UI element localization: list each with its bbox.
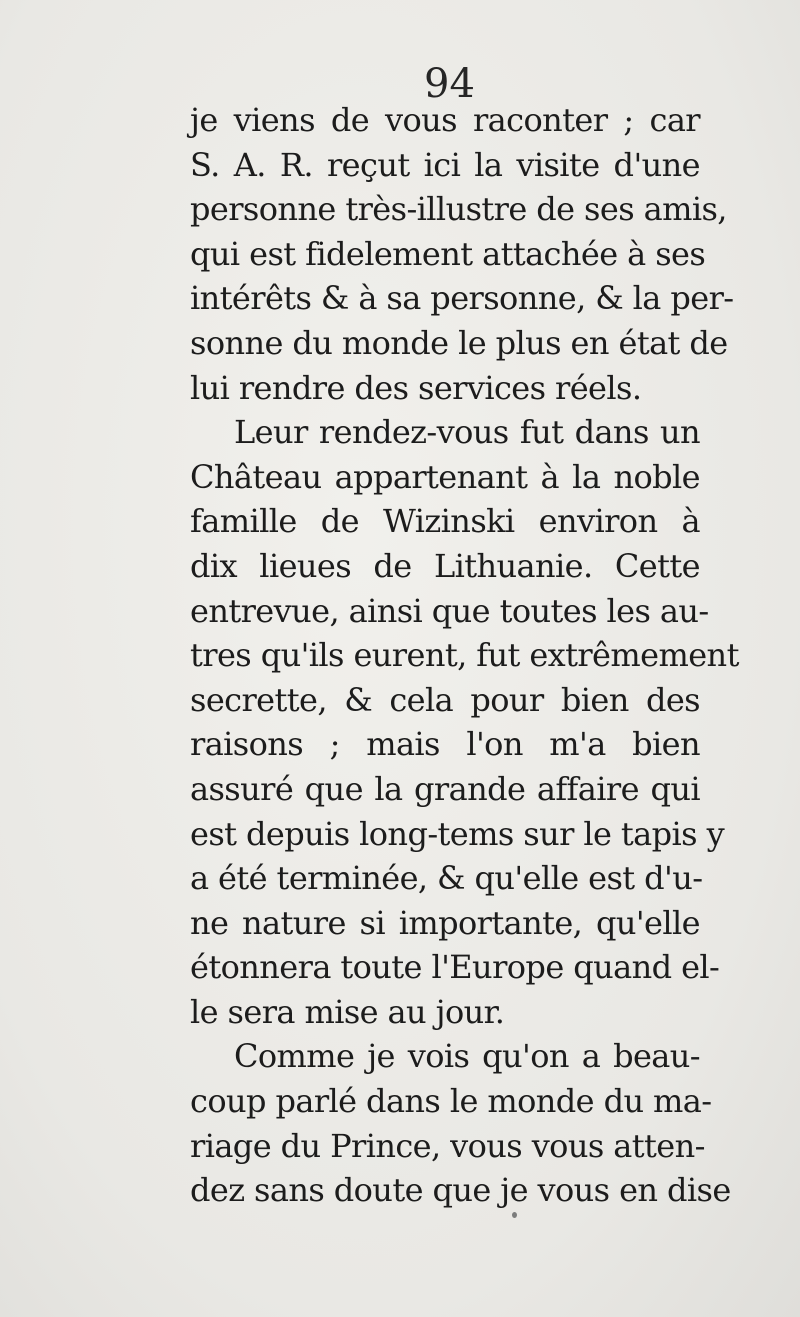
text-line: sonne du monde le plus en état de — [190, 323, 728, 362]
text-line: intérêts & à sa personne, & la per- — [190, 279, 734, 318]
text-line: assuré que la grande affaire qui — [190, 769, 700, 808]
text-line: riage du Prince, vous vous atten- — [190, 1126, 705, 1165]
text-line: le sera mise au jour. — [190, 992, 505, 1031]
text-line: famille de Wizinski environ à — [190, 502, 700, 541]
text-line: tres qu'ils eurent, fut extrêmement — [190, 636, 739, 675]
text-line: Château appartenant à la noble — [190, 457, 700, 496]
paper-speck — [512, 1212, 517, 1218]
text-line: Comme je vois qu'on a beau- — [234, 1037, 700, 1076]
page-number: 94 — [424, 61, 475, 107]
text-line: coup parlé dans le monde du ma- — [190, 1082, 712, 1121]
text-line: lui rendre des services réels. — [190, 368, 642, 407]
text-line: secrette, & cela pour bien des — [190, 680, 700, 719]
text-line: dix lieues de Lithuanie. Cette — [190, 546, 700, 585]
text-line: qui est fidelement attachée à ses — [190, 234, 706, 273]
text-line: est depuis long-tems sur le tapis y — [190, 814, 725, 853]
text-line: a été terminée, & qu'elle est d'u- — [190, 859, 703, 898]
text-line: dez sans doute que je vous en dise — [190, 1171, 731, 1210]
text-line: personne très-illustre de ses amis, — [190, 190, 727, 229]
text-line: entrevue, ainsi que toutes les au- — [190, 591, 709, 630]
body-text — [190, 98, 739, 1213]
text-line: Leur rendez-vous fut dans un — [234, 413, 700, 452]
text-line: S. A. R. reçut ici la visite d'une — [190, 145, 700, 184]
text-line: raisons ; mais l'on m'a bien — [190, 725, 700, 764]
text-line: étonnera toute l'Europe quand el- — [190, 948, 720, 987]
text-line: ne nature si importante, qu'elle — [190, 903, 700, 942]
text-line: je viens de vous raconter ; car — [190, 101, 700, 139]
